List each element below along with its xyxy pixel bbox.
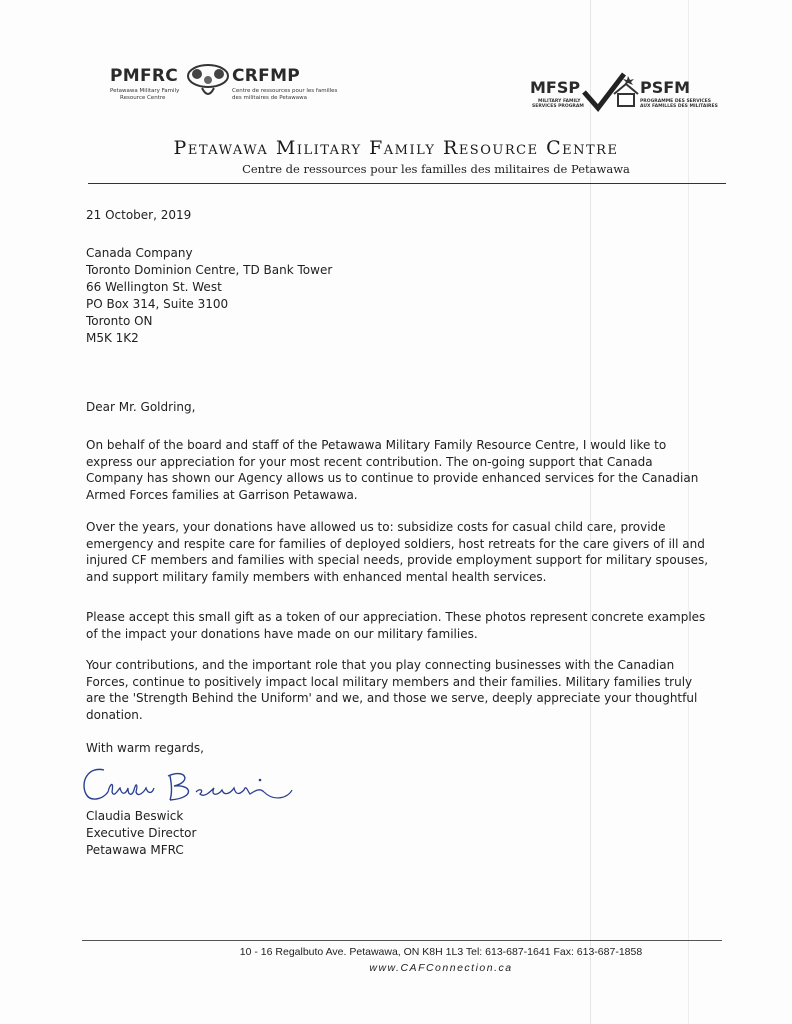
- header-divider: [88, 183, 726, 184]
- organization-title: Petawawa Military Family Resource Centre: [173, 137, 619, 159]
- body-paragraph: On behalf of the board and staff of the Petawawa Military Family Resource Centre, I would like to express our appreciation for your most recent contribution. The on-going support that Canada Company has shown our Agency allows us to continue to provide enhanced services for the Canadian Armed Forces families at Garrison Petawawa.: [86, 438, 699, 502]
- psfm-name-fr-1: PROGRAMME DES SERVICES: [640, 99, 711, 104]
- body-paragraph: Over the years, your donations have allowed us to: subsidize costs for casual child care, provide emergency and respite care for families of deployed soldiers, host retreats for the care givers of ill and injured CF members and families with special needs, provide employment support for military spouses, and support military family members with enhanced mental health services.: [86, 520, 709, 584]
- crfmp-abbr: CRFMP: [232, 66, 301, 86]
- crfmp-name-fr-2: des militaires de Petawawa: [232, 95, 308, 101]
- handwritten-signature: [78, 762, 308, 810]
- address-line: PO Box 314, Suite 3100: [86, 297, 229, 311]
- recipient-address: [86, 245, 712, 347]
- psfm-name-fr-2: AUX FAMILLES DES MILITAIRES: [640, 104, 718, 109]
- signer-title: Executive Director: [86, 826, 197, 840]
- signer-name: Claudia Beswick: [86, 809, 184, 823]
- pmfrc-abbr: PMFRC: [110, 66, 179, 86]
- mfsp-name-en-2: SERVICES PROGRAM: [532, 104, 584, 109]
- address-line: Toronto ON: [86, 314, 153, 328]
- pmfrc-name-en-2: Resource Centre: [120, 95, 166, 101]
- letter-date: 21 October, 2019: [86, 208, 192, 222]
- footer-website: www.CAFConnection.ca: [369, 962, 513, 974]
- address-line: M5K 1K2: [86, 331, 139, 345]
- closing: With warm regards,: [86, 741, 204, 755]
- footer-address: 10 - 16 Regalbuto Ave. Petawawa, ON K8H 1L3 Tel: 613-687-1641 Fax: 613-687-1858: [239, 946, 643, 958]
- mfsp-logo: [530, 72, 720, 122]
- body-paragraph: Please accept this small gift as a token of our appreciation. These photos represent concrete examples of the impact your donations have made on our military families.: [86, 610, 706, 641]
- salutation: Dear Mr. Goldring,: [86, 400, 196, 414]
- pmfrc-name-en-1: Petawawa Military Family: [110, 88, 180, 94]
- family-emblem-icon: [185, 62, 231, 102]
- footer-divider: [82, 940, 722, 941]
- crfmp-name-fr-1: Centre de ressources pour les familles: [232, 88, 338, 94]
- address-line: Canada Company: [86, 246, 193, 260]
- psfm-abbr: PSFM: [640, 78, 691, 97]
- organization-subtitle: Centre de ressources pour les familles des militaires de Petawawa: [242, 162, 630, 176]
- body-paragraph: Your contributions, and the important role that you play connecting businesses with the Canadian Forces, continue to positively impact local military members and their families. Military families truly are the 'Strength Behind the Uniform' and we, and those we serve, deeply appreciate your thoughtful donation.: [86, 658, 698, 722]
- mfsp-name-en-1: MILITARY FAMILY: [538, 99, 581, 104]
- signer-block: [86, 808, 712, 859]
- signer-organization: Petawawa MFRC: [86, 843, 184, 857]
- address-line: Toronto Dominion Centre, TD Bank Tower: [86, 263, 333, 277]
- mfsp-abbr: MFSP: [530, 78, 581, 97]
- checkmark-house-icon: [580, 70, 640, 114]
- pmfrc-logo: [110, 66, 350, 116]
- address-line: 66 Wellington St. West: [86, 280, 222, 294]
